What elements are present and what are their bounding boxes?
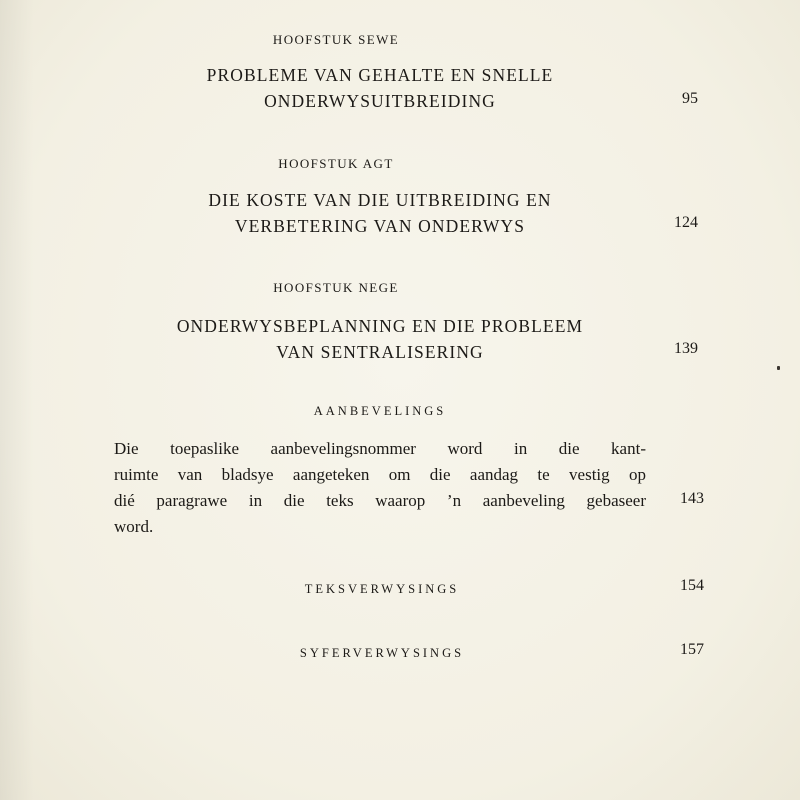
chapter-8-label: HOOFSTUK AGT xyxy=(278,156,394,171)
chapter-8-title-line-1: DIE KOSTE VAN DIE UITBREIDING EN xyxy=(208,190,552,210)
paragraph-line-3: dié paragrawe in die teks waarop ’n aanbeveling gebaseer xyxy=(114,491,646,510)
chapter-8-title-line-2: VERBETERING VAN ONDERWYS xyxy=(234,216,526,236)
chapter-7-title[interactable] xyxy=(130,62,630,114)
teksverwysings-label[interactable]: TEKSVERWYSINGS xyxy=(304,582,460,596)
chapter-8-title[interactable] xyxy=(130,187,630,239)
chapter-7-title-line-1: PROBLEME VAN GEHALTE EN SNELLE xyxy=(206,65,554,85)
paragraph-line-1: Die toepaslike aanbevelingsnommer word in die kant- xyxy=(114,439,646,458)
chapter-9-label: HOOFSTUK NEGE xyxy=(273,280,399,295)
chapter-7-label: HOOFSTUK SEWE xyxy=(272,32,400,47)
aanbevelings-label: AANBEVELINGS xyxy=(313,404,447,418)
paragraph-line-2: ruimte van bladsye aangeteken om die aandag te vestig op xyxy=(114,465,646,484)
chapter-8-page-number[interactable]: 124 xyxy=(674,214,698,231)
chapter-9-title[interactable] xyxy=(110,313,650,365)
page-edge-shadow xyxy=(0,0,34,800)
chapter-7-title-line-2: ONDERWYSUITBREIDING xyxy=(264,91,496,111)
chapter-9-page-number[interactable]: 139 xyxy=(674,340,698,357)
chapter-9-title-line-2: VAN SENTRALISERING xyxy=(276,342,484,362)
chapter-7-page-number[interactable]: 95 xyxy=(682,90,698,107)
teksverwysings-page-number[interactable]: 154 xyxy=(680,577,704,594)
page-speck xyxy=(777,366,780,370)
aanbevelings-page-number[interactable]: 143 xyxy=(680,490,704,507)
aanbevelings-description xyxy=(114,436,646,540)
paragraph-line-4: word. xyxy=(114,517,154,536)
syferverwysings-page-number[interactable]: 157 xyxy=(680,641,704,658)
syferverwysings-label[interactable]: SYFERVERWYSINGS xyxy=(299,646,465,660)
chapter-9-title-line-1: ONDERWYSBEPLANNING EN DIE PROBLEEM xyxy=(176,316,584,336)
